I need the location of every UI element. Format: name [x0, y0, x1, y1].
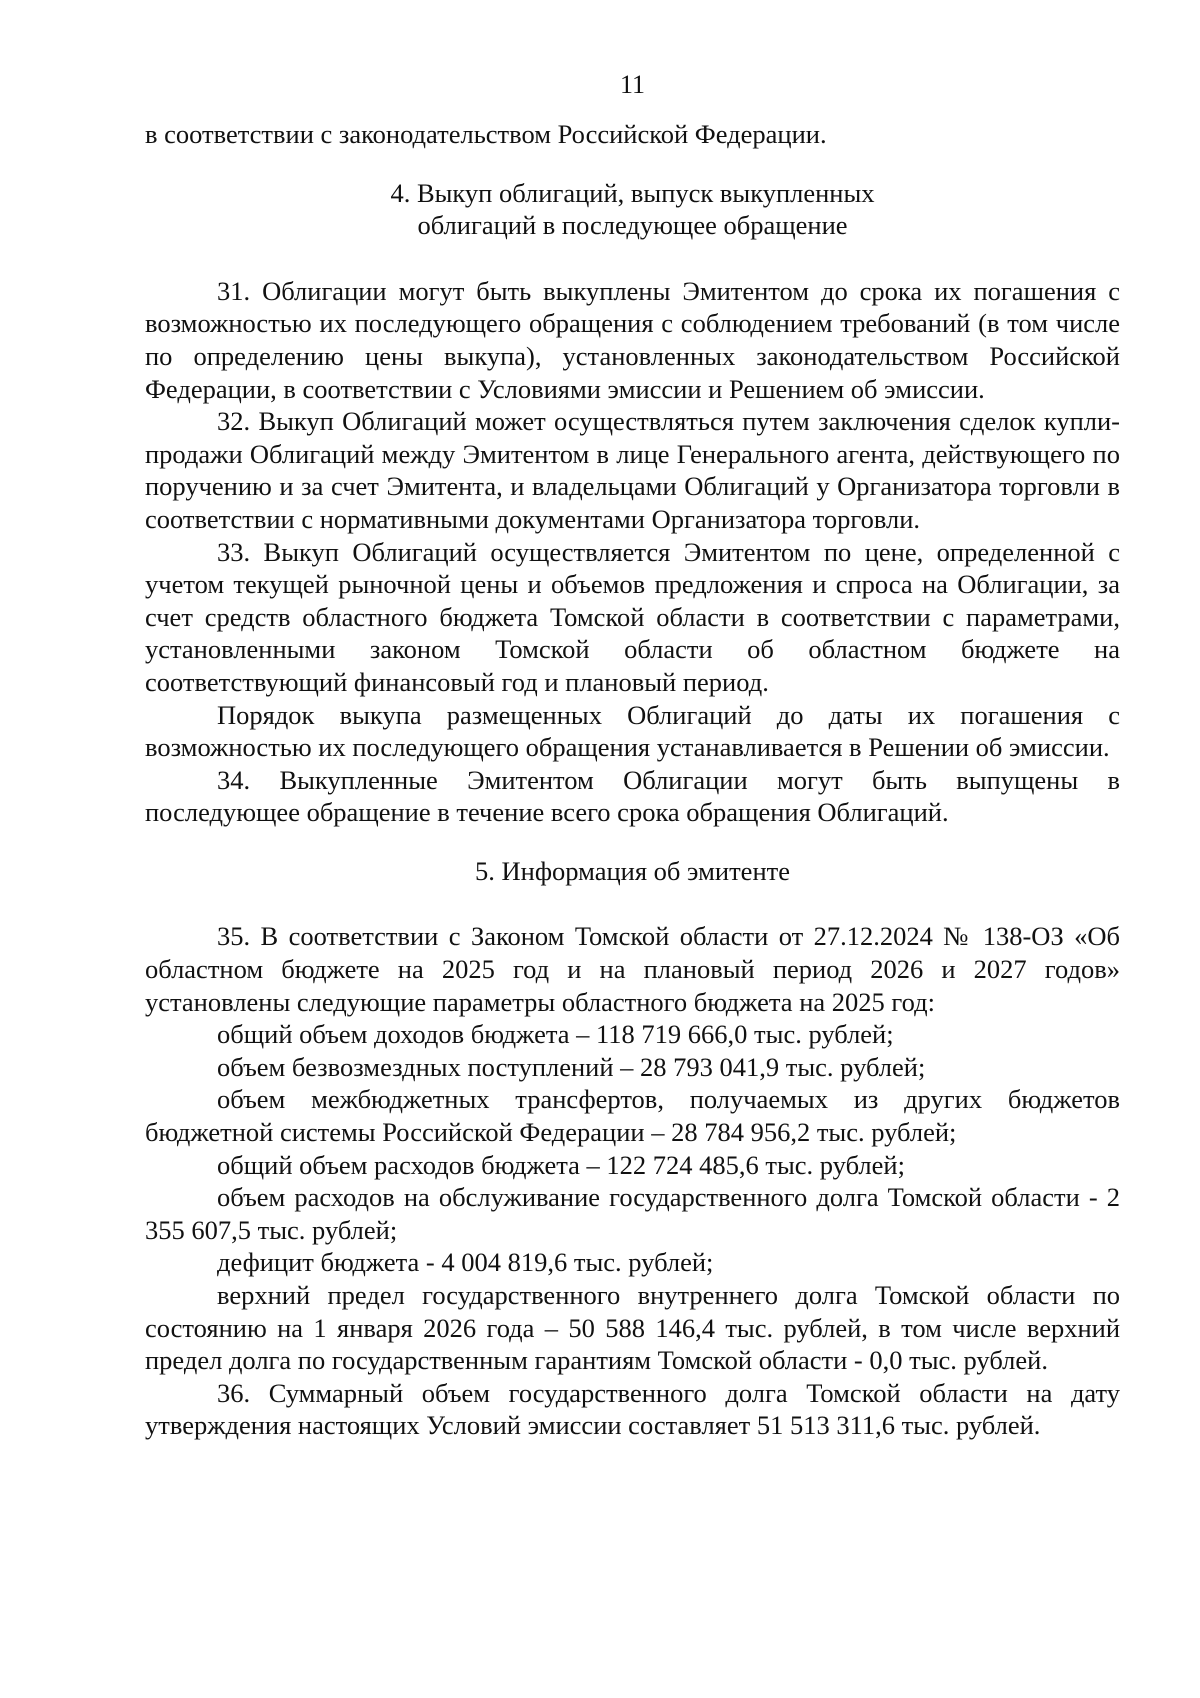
paragraph-31: 31. Облигации могут быть выкуплены Эмитентом до срока их погашения с возможностью их последующего обращения с соблюдением требований (в том числе по определению цены выкупа), установленных законодательством Российской Федерации, в соответствии с Условиями эмиссии и Решением об эмиссии.: [145, 275, 1120, 404]
page-number: 11: [619, 70, 646, 99]
paragraph-33-order: Порядок выкупа размещенных Облигаций до даты их погашения с возможностью их последующего обращения устанавливается в Решении об эмиссии.: [145, 699, 1120, 763]
paragraph-32: 32. Выкуп Облигаций может осуществляться путем заключения сделок купли-продажи Облигаций между Эмитентом в лице Генерального агента, действующего по поручению и за счет Эмитента, и владельцами Облигаций у Организатора торговли в соответствии с нормативными документами Организатора торговли.: [145, 406, 1120, 534]
paragraph-35: 35. В соответствии с Законом Томской области от 27.12.2024 № 138-ОЗ «Об областном бюджете на 2025 год и на плановый период 2026 и 2027 годов» установлены следующие параметры областного бюджета на 2025 год:: [145, 921, 1120, 1017]
budget-gratuitous-receipts: объем безвозмездных поступлений – 28 793 041,9 тыс. рублей;: [217, 1051, 926, 1082]
budget-income: общий объем доходов бюджета – 118 719 666,0 тыс. рублей;: [217, 1019, 894, 1050]
paragraph-34: 34. Выкупленные Эмитентом Облигации могут быть выпущены в последующее обращение в течение всего срока обращения Облигаций.: [145, 764, 1120, 828]
paragraph-33: 33. Выкуп Облигаций осуществляется Эмитентом по цене, определенной с учетом текущей рыночной цены и объемов предложения и спроса на Облигации, за счет средств областного бюджета Томской области в соответствии с параметрами, установленными законом Томской области об областном бюджете на соответствующий финансовый год и плановый период.: [145, 536, 1120, 697]
section-4-heading: [145, 177, 1120, 242]
budget-deficit: дефицит бюджета - 4 004 819,6 тыс. рублей;: [217, 1247, 714, 1278]
section-4-title-line-1: 4. Выкуп облигаций, выпуск выкупленных: [390, 177, 875, 208]
budget-transfers: объем межбюджетных трансфертов, получаемых из других бюджетов бюджетной системы Российской Федерации – 28 784 956,2 тыс. рублей;: [145, 1084, 1120, 1148]
intro-line: в соответствии с законодательством Российской Федерации.: [145, 119, 827, 149]
section-5-title: 5. Информация об эмитенте: [475, 855, 790, 886]
document-page: [145, 70, 1120, 1442]
budget-debt-limit: верхний предел государственного внутреннего долга Томской области по состоянию на 1 января 2026 года – 50 588 146,4 тыс. рублей, в том числе верхний предел долга по государственным гарантиям Томской области - 0,0 тыс. рублей.: [145, 1280, 1120, 1376]
section-5-heading: [145, 855, 1120, 888]
paragraph-36: 36. Суммарный объем государственного долга Томской области на дату утверждения настоящих Условий эмиссии составляет 51 513 311,6 тыс. рублей.: [145, 1377, 1120, 1441]
budget-debt-service: объем расходов на обслуживание государственного долга Томской области - 2 355 607,5 тыс. рублей;: [145, 1182, 1120, 1245]
budget-expenses: общий объем расходов бюджета – 122 724 485,6 тыс. рублей;: [217, 1149, 905, 1180]
section-4-title-line-2: облигаций в последующее обращение: [417, 210, 848, 241]
